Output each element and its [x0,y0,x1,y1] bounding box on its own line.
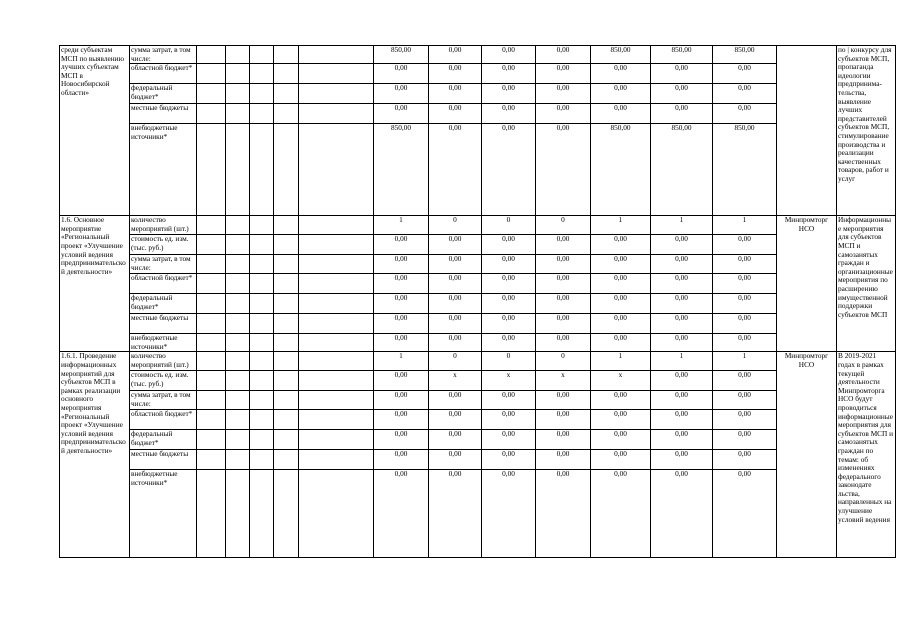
empty-cell [197,430,226,450]
empty-cell [226,391,250,410]
value-cell: 0,00 [591,410,651,430]
value-cell: 0,00 [536,314,591,334]
executor-cell [777,46,837,216]
value-cell: 0,00 [713,274,777,294]
value-cell: 0,00 [482,46,536,64]
value-cell: 1 [374,216,429,235]
empty-cell [250,255,274,274]
empty-cell [226,46,250,64]
value-cell: 0,00 [482,430,536,450]
value-cell: 1 [651,216,713,235]
value-cell: 0,00 [429,84,482,104]
table-row [60,352,896,371]
value-cell: 0,00 [482,450,536,470]
value-cell: 0,00 [591,294,651,314]
value-cell: 850,00 [591,46,651,64]
value-cell: 0,00 [536,124,591,216]
value-cell: 0,00 [713,450,777,470]
empty-cell [274,470,299,558]
empty-cell [226,430,250,450]
value-cell: 0,00 [429,46,482,64]
expected-result-cell: В 2019-2021 годах в рамках текущей деятельности Минпромторга НСО будут проводиться информационные мероприятия для субъектов МСП и самозанятых граждан по темам: об изменениях федерального законодате льства, направленных на улучшение условий ведения [837,352,896,558]
value-cell: 850,00 [713,124,777,216]
value-cell: 0,00 [651,410,713,430]
empty-cell [226,450,250,470]
indicator-cell: сумма затрат, в том числе: [130,255,197,274]
activity-name-cell: 1.6.1. Проведение информационных мероприятий для субъектов МСП в рамках реализации основного мероприятия «Региональный проект «Улучшение условий ведения предпринимательской деятельности» [60,352,130,558]
value-cell: 0,00 [713,235,777,255]
empty-cell [299,216,374,235]
empty-cell [197,255,226,274]
indicator-cell: стоимость ед. изм. (тыс. руб.) [130,371,197,391]
empty-cell [299,352,374,371]
value-cell: 850,00 [713,46,777,64]
empty-cell [226,124,250,216]
value-cell: 0,00 [651,391,713,410]
value-cell: 0,00 [374,84,429,104]
empty-cell [299,314,374,334]
empty-cell [299,235,374,255]
value-cell: 0,00 [429,274,482,294]
indicator-cell: областной бюджет* [130,410,197,430]
value-cell: 0,00 [536,410,591,430]
value-cell: 0,00 [591,391,651,410]
value-cell: 0,00 [374,371,429,391]
value-cell: 0,00 [482,64,536,84]
empty-cell [299,124,374,216]
empty-cell [299,450,374,470]
value-cell: 0,00 [536,64,591,84]
table-row [60,410,896,430]
table-row [60,46,896,64]
value-cell: 0,00 [651,104,713,124]
value-cell: 0,00 [536,294,591,314]
value-cell: 0,00 [651,430,713,450]
value-cell: 0,00 [651,334,713,352]
indicator-cell: внебюджетные источники* [130,334,197,352]
empty-cell [226,410,250,430]
empty-cell [250,450,274,470]
value-cell: x [482,371,536,391]
value-cell: 0,00 [482,255,536,274]
empty-cell [197,294,226,314]
value-cell: 0,00 [374,104,429,124]
value-cell: x [536,371,591,391]
empty-cell [299,294,374,314]
value-cell: 0,00 [591,274,651,294]
value-cell: 0,00 [374,235,429,255]
empty-cell [226,470,250,558]
value-cell: 0,00 [482,334,536,352]
table-row [60,314,896,334]
empty-cell [226,352,250,371]
empty-cell [250,410,274,430]
empty-cell [197,235,226,255]
empty-cell [274,84,299,104]
expected-result-cell: по | конкурсу для субъектов МСП, пропаганда идеологии предпринима-тельства, выявление лучших представителей субъектов МСП, стимулирование производства и реализации качественных товаров, работ и услуг [837,46,896,216]
value-cell: 1 [651,352,713,371]
value-cell: 0,00 [374,294,429,314]
empty-cell [274,450,299,470]
value-cell: 0,00 [591,235,651,255]
value-cell: 0,00 [429,450,482,470]
value-cell: 0,00 [374,450,429,470]
value-cell: 0 [429,216,482,235]
empty-cell [274,352,299,371]
value-cell: 0,00 [482,274,536,294]
value-cell: 0,00 [713,470,777,558]
indicator-cell: федеральный бюджет* [130,430,197,450]
empty-cell [274,334,299,352]
empty-cell [274,46,299,64]
empty-cell [299,430,374,450]
indicator-cell: стоимость ед. изм. (тыс. руб.) [130,235,197,255]
empty-cell [250,391,274,410]
value-cell: 0,00 [374,430,429,450]
empty-cell [299,255,374,274]
value-cell: 0,00 [536,430,591,450]
empty-cell [250,216,274,235]
indicator-cell: количество мероприятий (шт.) [130,216,197,235]
table-row [60,104,896,124]
empty-cell [226,216,250,235]
table-row [60,371,896,391]
value-cell: 0,00 [651,371,713,391]
value-cell: 0,00 [713,391,777,410]
value-cell: 0,00 [429,124,482,216]
empty-cell [250,430,274,450]
value-cell: 0,00 [482,124,536,216]
value-cell: 0,00 [374,64,429,84]
value-cell: 1 [374,352,429,371]
empty-cell [197,64,226,84]
table-row [60,294,896,314]
value-cell: 850,00 [651,124,713,216]
empty-cell [197,371,226,391]
empty-cell [197,84,226,104]
activity-name-cell: среди субъектам МСП по выявлению лучших субъектам МСП в Новосибирской области» [60,46,130,216]
value-cell: 0,00 [713,294,777,314]
empty-cell [299,371,374,391]
value-cell: 0,00 [591,470,651,558]
value-cell: 0,00 [374,410,429,430]
table-row [60,64,896,84]
value-cell: 1 [713,216,777,235]
value-cell: 0,00 [591,104,651,124]
empty-cell [197,352,226,371]
value-cell: 0,00 [482,314,536,334]
empty-cell [226,274,250,294]
empty-cell [226,84,250,104]
value-cell: 0,00 [651,470,713,558]
empty-cell [197,334,226,352]
value-cell: 0,00 [429,334,482,352]
empty-cell [299,410,374,430]
value-cell: x [591,371,651,391]
value-cell: 1 [591,352,651,371]
empty-cell [197,450,226,470]
value-cell: 0,00 [536,255,591,274]
value-cell: 0,00 [429,470,482,558]
value-cell: 0,00 [374,274,429,294]
value-cell: 0,00 [651,274,713,294]
value-cell: 0,00 [591,450,651,470]
value-cell: 0,00 [429,410,482,430]
indicator-cell: местные бюджеты [130,450,197,470]
table-row [60,334,896,352]
value-cell: 0,00 [429,255,482,274]
value-cell: 0,00 [374,255,429,274]
empty-cell [250,124,274,216]
value-cell: 1 [591,216,651,235]
value-cell: 0,00 [482,410,536,430]
indicator-cell: количество мероприятий (шт.) [130,352,197,371]
value-cell: 0,00 [536,235,591,255]
empty-cell [250,46,274,64]
value-cell: 850,00 [651,46,713,64]
value-cell: 0,00 [374,314,429,334]
table-body [60,46,896,558]
value-cell: 0,00 [429,64,482,84]
table-row [60,391,896,410]
value-cell: 0,00 [429,294,482,314]
executor-cell: Минпромторг НСО [777,352,837,558]
value-cell: 0 [429,352,482,371]
table-row [60,84,896,104]
empty-cell [250,274,274,294]
empty-cell [250,314,274,334]
value-cell: 0,00 [713,314,777,334]
empty-cell [274,430,299,450]
value-cell: 0,00 [482,294,536,314]
empty-cell [274,371,299,391]
value-cell: 0,00 [713,84,777,104]
empty-cell [197,410,226,430]
empty-cell [226,371,250,391]
empty-cell [299,470,374,558]
value-cell: 0 [536,352,591,371]
table-row [60,274,896,294]
value-cell: 0,00 [429,391,482,410]
value-cell: 0,00 [429,235,482,255]
empty-cell [274,64,299,84]
empty-cell [250,294,274,314]
empty-cell [250,470,274,558]
value-cell: 0,00 [713,371,777,391]
empty-cell [274,104,299,124]
value-cell: 0,00 [713,104,777,124]
value-cell: 0,00 [536,46,591,64]
value-cell: 0,00 [651,235,713,255]
value-cell: 0,00 [536,274,591,294]
program-activities-table [59,45,896,558]
value-cell: 850,00 [591,124,651,216]
value-cell: 0,00 [651,84,713,104]
empty-cell [274,294,299,314]
value-cell: 0,00 [429,314,482,334]
empty-cell [299,64,374,84]
value-cell: 0,00 [713,430,777,450]
table-row [60,255,896,274]
empty-cell [250,64,274,84]
table-row [60,450,896,470]
empty-cell [250,352,274,371]
indicator-cell: областной бюджет* [130,274,197,294]
empty-cell [274,124,299,216]
empty-cell [274,216,299,235]
value-cell: 0,00 [536,391,591,410]
activity-name-cell: 1.6. Основное мероприятие «Региональный проект «Улучшение условий ведения предпринимательской деятельности» [60,216,130,352]
value-cell: 850,00 [374,46,429,64]
empty-cell [274,274,299,294]
empty-cell [299,391,374,410]
value-cell: 0,00 [651,255,713,274]
empty-cell [197,274,226,294]
value-cell: 0 [482,352,536,371]
empty-cell [197,46,226,64]
value-cell: 0,00 [651,64,713,84]
value-cell: 0,00 [536,470,591,558]
empty-cell [250,235,274,255]
value-cell: 0 [536,216,591,235]
value-cell: 0,00 [591,314,651,334]
indicator-cell: федеральный бюджет* [130,84,197,104]
table-row [60,430,896,450]
indicator-cell: внебюджетные источники* [130,470,197,558]
empty-cell [226,334,250,352]
empty-cell [274,235,299,255]
expected-result-cell: Информационные мероприятия для субъектов МСП и самозанятых граждан и организационные мероприятия по расширению имущественной поддержки субъектов МСП [837,216,896,352]
value-cell: 0,00 [713,410,777,430]
empty-cell [197,216,226,235]
value-cell: 0,00 [591,430,651,450]
empty-cell [226,64,250,84]
indicator-cell: сумма затрат, в том числе: [130,391,197,410]
value-cell: 0,00 [482,391,536,410]
empty-cell [226,314,250,334]
executor-cell: Минпромторг НСО [777,216,837,352]
value-cell: 850,00 [374,124,429,216]
value-cell: 0,00 [482,104,536,124]
value-cell: 0,00 [591,334,651,352]
table-row [60,470,896,558]
empty-cell [274,314,299,334]
value-cell: 0,00 [713,64,777,84]
value-cell: 0,00 [591,64,651,84]
empty-cell [274,255,299,274]
value-cell: 1 [713,352,777,371]
empty-cell [197,104,226,124]
value-cell: 0,00 [429,104,482,124]
empty-cell [274,410,299,430]
empty-cell [226,235,250,255]
table-row [60,216,896,235]
empty-cell [197,124,226,216]
empty-cell [299,274,374,294]
value-cell: x [429,371,482,391]
value-cell: 0 [482,216,536,235]
empty-cell [299,104,374,124]
value-cell: 0,00 [651,450,713,470]
value-cell: 0,00 [482,470,536,558]
value-cell: 0,00 [374,391,429,410]
indicator-cell: местные бюджеты [130,104,197,124]
indicator-cell: сумма затрат, в том числе: [130,46,197,64]
empty-cell [197,391,226,410]
value-cell: 0,00 [374,334,429,352]
value-cell: 0,00 [536,334,591,352]
indicator-cell: внебюджетные источники* [130,124,197,216]
empty-cell [250,334,274,352]
value-cell: 0,00 [713,255,777,274]
indicator-cell: областной бюджет* [130,64,197,84]
empty-cell [197,314,226,334]
empty-cell [197,470,226,558]
indicator-cell: местные бюджеты [130,314,197,334]
value-cell: 0,00 [536,84,591,104]
empty-cell [250,371,274,391]
value-cell: 0,00 [536,104,591,124]
empty-cell [299,46,374,64]
value-cell: 0,00 [591,255,651,274]
empty-cell [226,255,250,274]
empty-cell [274,391,299,410]
empty-cell [250,84,274,104]
table-row [60,235,896,255]
value-cell: 0,00 [651,314,713,334]
empty-cell [226,104,250,124]
empty-cell [299,334,374,352]
value-cell: 0,00 [651,294,713,314]
indicator-cell: федеральный бюджет* [130,294,197,314]
value-cell: 0,00 [429,430,482,450]
value-cell: 0,00 [482,84,536,104]
empty-cell [250,104,274,124]
value-cell: 0,00 [713,334,777,352]
value-cell: 0,00 [482,235,536,255]
empty-cell [299,84,374,104]
table-row [60,124,896,216]
value-cell: 0,00 [536,450,591,470]
value-cell: 0,00 [374,470,429,558]
empty-cell [226,294,250,314]
value-cell: 0,00 [591,84,651,104]
